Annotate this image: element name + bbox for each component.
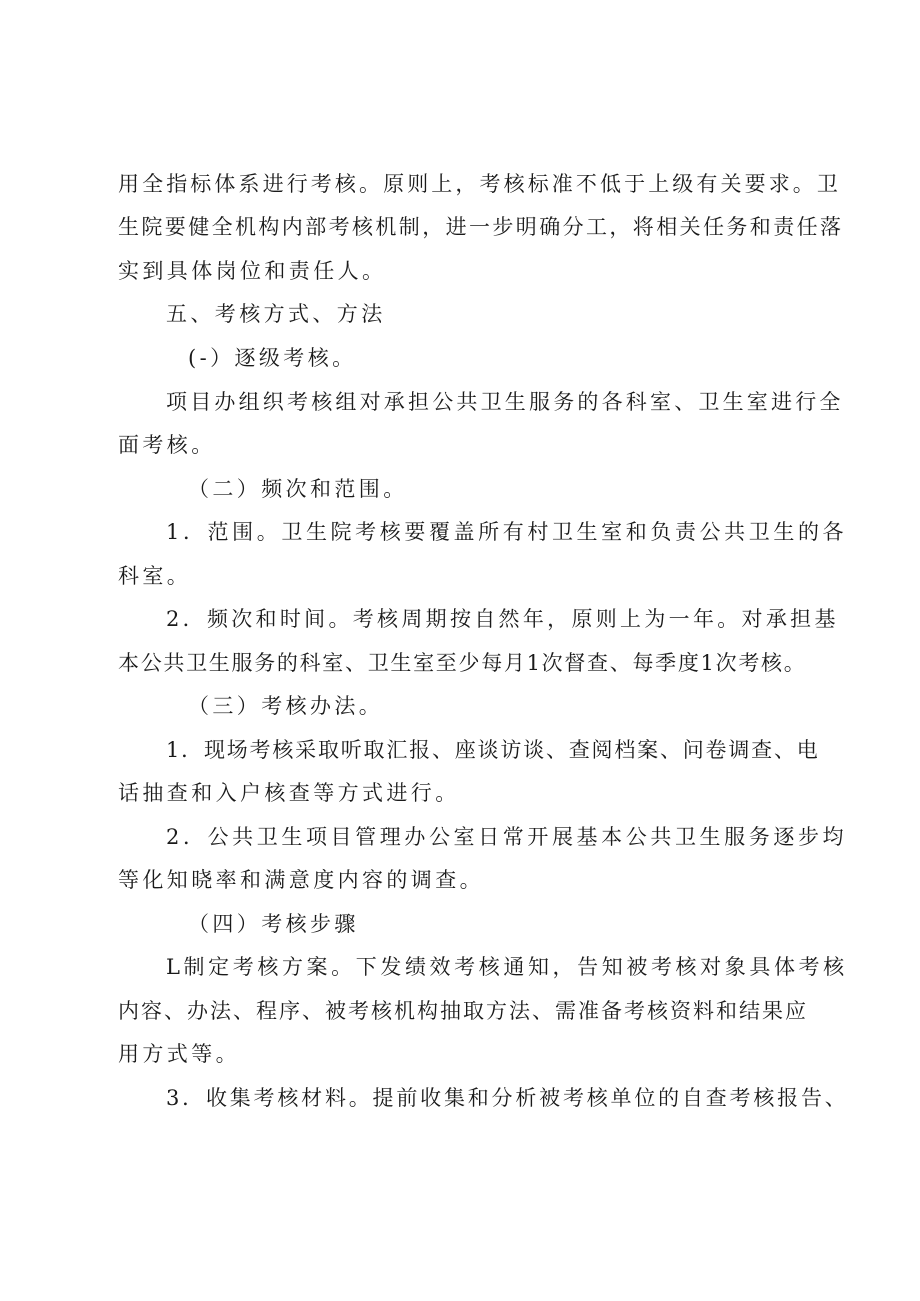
subsection-heading: （三）考核办法。 xyxy=(188,694,384,718)
paragraph-line: 内容、办法、程序、被考核机构抽取方法、需准备考核资料和结果应 xyxy=(118,999,808,1023)
section-heading: 五、考核方式、方法 xyxy=(166,302,386,326)
paragraph-line: 1．范围。卫生院考核要覆盖所有村卫生室和负责公共卫生的各 xyxy=(166,520,848,544)
paragraph-line: 用全指标体系进行考核。原则上，考核标准不低于上级有关要求。卫 xyxy=(118,172,841,196)
paragraph-line: L制定考核方案。下发绩效考核通知，告知被考核对象具体考核 xyxy=(166,955,848,979)
paragraph-line: 本公共卫生服务的科室、卫生室至少每月1次督查、每季度1次考核。 xyxy=(118,651,807,675)
paragraph-line: 科室。 xyxy=(118,564,192,588)
paragraph-line: 生院要健全机构内部考核机制，进一步明确分工，将相关任务和责任落 xyxy=(118,215,844,239)
paragraph-line: 面考核。 xyxy=(118,433,216,457)
subsection-heading: (-）逐级考核。 xyxy=(188,346,357,370)
paragraph-line: 2．公共卫生项目管理办公室日常开展基本公共卫生服务逐步均 xyxy=(166,825,848,849)
paragraph-line: 等化知晓率和满意度内容的调查。 xyxy=(118,868,484,892)
paragraph-line: 用方式等。 xyxy=(118,1042,240,1066)
paragraph-line: 话抽查和入户核查等方式进行。 xyxy=(118,781,460,805)
paragraph-line: 1．现场考核采取听取汇报、座谈访谈、查阅档案、问卷调查、电 xyxy=(166,738,820,762)
subsection-heading: （四）考核步骤 xyxy=(188,912,359,936)
subsection-heading: （二）频次和范围。 xyxy=(188,477,408,501)
paragraph-line: 3．收集考核材料。提前收集和分析被考核单位的自查考核报告、 xyxy=(166,1086,849,1110)
paragraph-line: 2．频次和时间。考核周期按自然年，原则上为一年。对承担基 xyxy=(166,607,839,631)
paragraph-line: 实到具体岗位和责任人。 xyxy=(118,259,387,283)
paragraph-line: 项目办组织考核组对承担公共卫生服务的各科室、卫生室进行全 xyxy=(166,390,844,414)
